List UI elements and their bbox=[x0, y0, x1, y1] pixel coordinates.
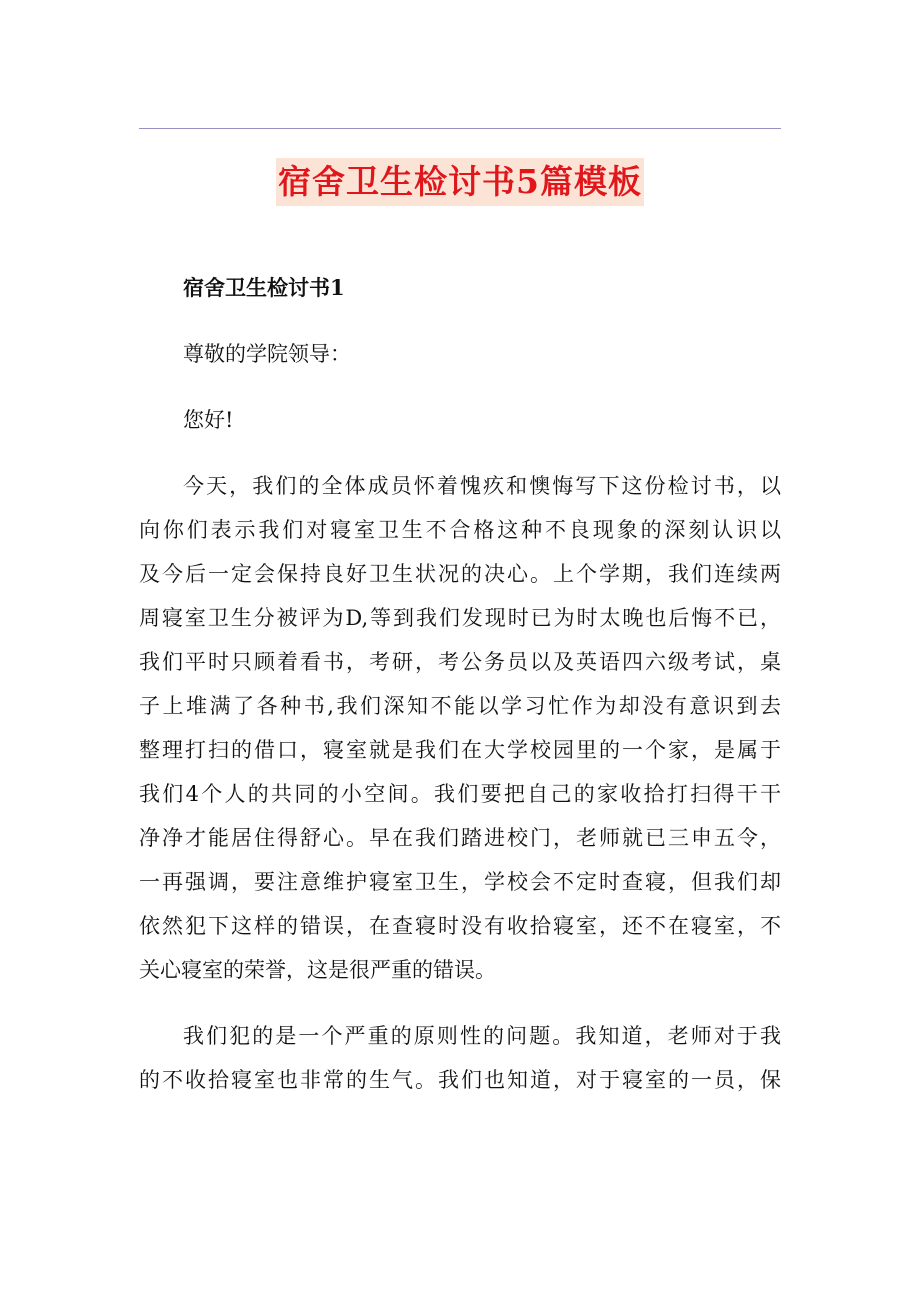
paragraph-line: 周寝室卫生分被评为D,等到我们发现时已为时太晚也后悔不已， bbox=[139, 606, 781, 630]
paragraph-line: 关心寝室的荣誉，这是很严重的错误。 bbox=[139, 958, 496, 982]
paragraph-line: 子上堆满了各种书,我们深知不能以学习忙作为却没有意识到去 bbox=[139, 694, 781, 718]
top-divider bbox=[139, 128, 781, 129]
paragraph-line: 我们4个人的共同的小空间。我们要把自己的家收拾打扫得干干 bbox=[139, 782, 781, 806]
paragraph-line: 的不收拾寝室也非常的生气。我们也知道，对于寝室的一员，保 bbox=[139, 1068, 781, 1092]
greeting: 您好! bbox=[183, 408, 234, 432]
paragraph-1 bbox=[139, 464, 781, 992]
title-container bbox=[0, 158, 920, 206]
paragraph-line: 一再强调，要注意维护寝室卫生，学校会不定时查寝，但我们却 bbox=[139, 870, 781, 894]
paragraph-2 bbox=[139, 1014, 781, 1102]
section-title: 宿舍卫生检讨书1 bbox=[183, 275, 345, 300]
paragraph-line: 我们犯的是一个严重的原则性的问题。我知道，老师对于我 bbox=[183, 1024, 781, 1048]
paragraph-line: 及今后一定会保持良好卫生状况的决心。上个学期，我们连续两 bbox=[139, 562, 781, 586]
document-body bbox=[139, 266, 781, 1102]
page-title: 宿舍卫生检讨书5篇模板 bbox=[276, 158, 644, 206]
paragraph-line: 今天，我们的全体成员怀着愧疚和懊悔写下这份检讨书，以 bbox=[183, 474, 781, 498]
paragraph-line: 整理打扫的借口，寝室就是我们在大学校园里的一个家，是属于 bbox=[139, 738, 781, 762]
paragraph-line: 我们平时只顾着看书，考研，考公务员以及英语四六级考试，桌 bbox=[139, 650, 781, 674]
paragraph-line: 依然犯下这样的错误，在查寝时没有收拾寝室，还不在寝室，不 bbox=[139, 914, 781, 938]
paragraph-line: 向你们表示我们对寝室卫生不合格这种不良现象的深刻认识以 bbox=[139, 518, 781, 542]
paragraph-line: 净净才能居住得舒心。早在我们踏进校门，老师就已三申五令， bbox=[139, 826, 781, 850]
salutation: 尊敬的学院领导： bbox=[183, 342, 351, 366]
